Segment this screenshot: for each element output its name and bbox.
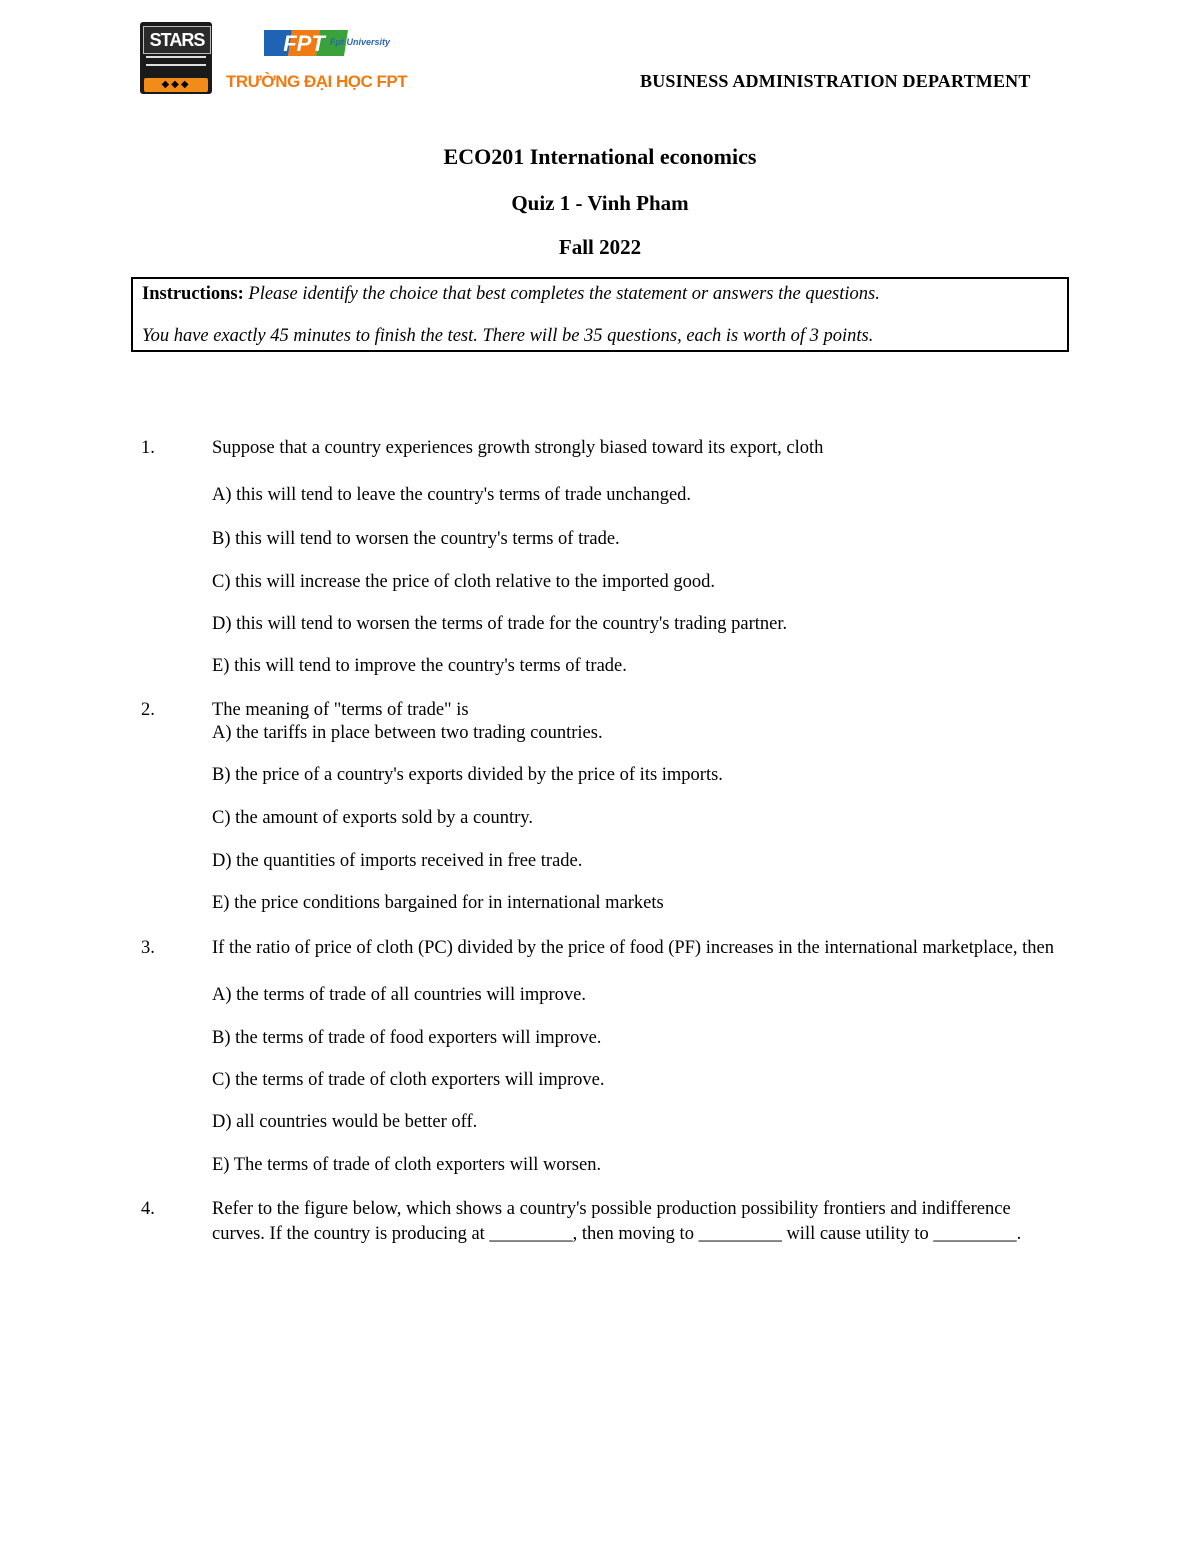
- term-title: Fall 2022: [558, 235, 642, 259]
- option-1b: B) this will tend to worsen the country's terms of trade.: [212, 529, 620, 549]
- question-number: 4.: [141, 1199, 155, 1219]
- department-name: BUSINESS ADMINISTRATION DEPARTMENT: [640, 71, 1031, 91]
- instructions-box: [131, 277, 1069, 352]
- fpt-university-text: Fpt University: [330, 37, 391, 47]
- option-3e: E) The terms of trade of cloth exporters will worsen.: [212, 1155, 602, 1175]
- fpt-logo-text: FPT: [283, 31, 325, 56]
- stars-logo-rating: ◆◆◆: [144, 78, 208, 92]
- question-number: 2.: [141, 700, 155, 720]
- question-number: 3.: [141, 938, 155, 958]
- option-2c: C) the amount of exports sold by a country.: [212, 808, 533, 828]
- instructions-line-1: [142, 284, 880, 305]
- question-number: 1.: [141, 438, 155, 458]
- stars-logo: [140, 22, 212, 94]
- option-2e: E) the price conditions bargained for in international markets: [212, 893, 664, 913]
- question-text: Suppose that a country experiences growth strongly biased toward its export, cloth: [212, 438, 824, 458]
- quiz-title: Quiz 1 - Vinh Pham: [511, 191, 689, 215]
- instructions-line-2: You have exactly 45 minutes to finish the test. There will be 35 questions, each is worth of 3 points.: [142, 326, 874, 346]
- header-logos: [140, 22, 408, 98]
- stars-logo-stripe: [146, 56, 206, 66]
- question-text: The meaning of "terms of trade" is: [212, 700, 469, 720]
- option-3b: B) the terms of trade of food exporters will improve.: [212, 1028, 602, 1048]
- option-3d: D) all countries would be better off.: [212, 1112, 478, 1132]
- question-text: Refer to the figure below, which shows a country's possible production possibility frontiers and indifference curves. If the country is producing at _________, then moving to _________ will cause utility to _________.: [212, 1199, 1022, 1244]
- option-2d: D) the quantities of imports received in free trade.: [212, 851, 583, 871]
- course-title: ECO201 International economics: [443, 144, 757, 169]
- option-2a: A) the tariffs in place between two trading countries.: [212, 723, 603, 743]
- instructions-label: Instructions:: [142, 284, 244, 304]
- school-name: TRƯỜNG ĐẠI HỌC FPT: [226, 72, 408, 91]
- option-1e: E) this will tend to improve the country's terms of trade.: [212, 656, 627, 676]
- option-1a: A) this will tend to leave the country's terms of trade unchanged.: [212, 485, 692, 505]
- option-1d: D) this will tend to worsen the terms of trade for the country's trading partner.: [212, 614, 788, 634]
- stars-logo-text: STARS: [143, 26, 211, 54]
- instructions-text-1: Please identify the choice that best completes the statement or answers the questions.: [243, 284, 880, 304]
- option-2b: B) the price of a country's exports divided by the price of its imports.: [212, 765, 723, 785]
- question-text: If the ratio of price of cloth (PC) divided by the price of food (PF) increases in the international marketplace, then: [212, 938, 1054, 958]
- option-1c: C) this will increase the price of cloth relative to the imported good.: [212, 572, 715, 592]
- option-3a: A) the terms of trade of all countries will improve.: [212, 985, 587, 1005]
- option-3c: C) the terms of trade of cloth exporters will improve.: [212, 1070, 605, 1090]
